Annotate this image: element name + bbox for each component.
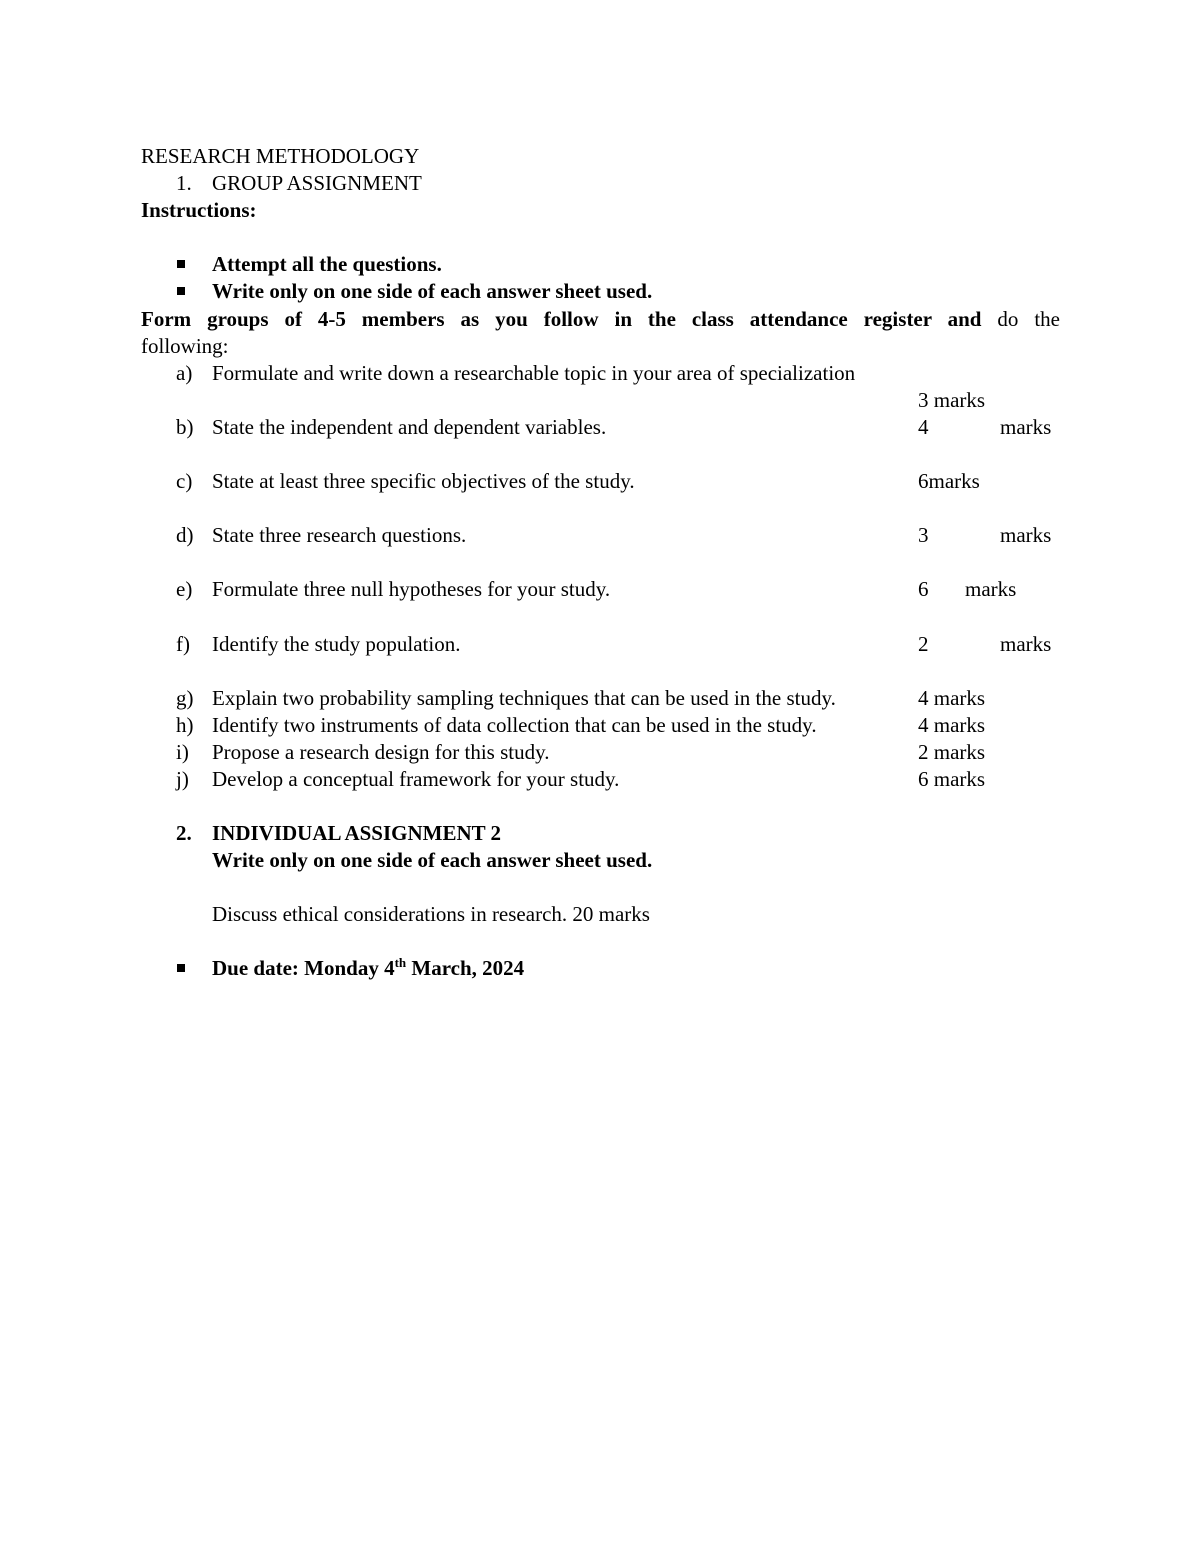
- question-marks-word: marks: [965, 577, 1017, 601]
- question-letter: i): [176, 740, 189, 764]
- question-letter: d): [176, 523, 194, 547]
- question-text: Explain two probability sampling techniques that can be used in the study.: [212, 686, 836, 710]
- intro-paragraph-line-1: [141, 306, 1060, 333]
- section-2-task: Discuss ethical considerations in research. 20 marks: [212, 902, 650, 926]
- bullet-icon: [177, 287, 185, 295]
- question-marks-number: 3: [918, 523, 929, 547]
- question-text: State the independent and dependent variables.: [212, 415, 607, 439]
- question-letter: c): [176, 469, 193, 493]
- section-2-number: 2.: [176, 821, 192, 845]
- bullet-icon: [177, 964, 185, 972]
- question-text: Formulate and write down a researchable topic in your area of specialization: [212, 361, 856, 385]
- question-text: Identify two instruments of data collection that can be used in the study.: [212, 713, 817, 737]
- question-text: State three research questions.: [212, 523, 467, 547]
- question-text: Develop a conceptual framework for your study.: [212, 767, 620, 791]
- question-text: Propose a research design for this study.: [212, 740, 550, 764]
- section-1-heading: GROUP ASSIGNMENT: [212, 171, 422, 195]
- question-text: State at least three specific objectives of the study.: [212, 469, 635, 493]
- question-letter: h): [176, 713, 194, 737]
- intro-bold-text: Form groups of 4-5 members as you follow in the class attendance register and: [141, 307, 982, 331]
- due-date-suffix: March, 2024: [406, 956, 525, 980]
- question-marks: 3 marks: [918, 388, 986, 412]
- question-letter: a): [176, 361, 193, 385]
- question-letter: b): [176, 415, 194, 439]
- document-title: RESEARCH METHODOLOGY: [141, 144, 420, 168]
- question-marks: 4 marks: [918, 686, 986, 710]
- section-2-heading: INDIVIDUAL ASSIGNMENT 2: [212, 821, 502, 845]
- question-marks: 4 marks: [918, 713, 986, 737]
- question-marks: 2 marks: [918, 740, 986, 764]
- instruction-item: Attempt all the questions.: [212, 252, 442, 276]
- intro-paragraph-line-2: following:: [141, 334, 229, 358]
- question-letter: g): [176, 686, 194, 710]
- due-date: [212, 955, 524, 982]
- question-marks-word: marks: [1000, 523, 1052, 547]
- question-letter: f): [176, 632, 190, 656]
- question-text: Identify the study population.: [212, 632, 461, 656]
- question-letter: j): [176, 767, 189, 791]
- due-date-ordinal: th: [394, 955, 407, 970]
- question-marks: 6marks: [918, 469, 980, 493]
- question-marks-word: marks: [1000, 632, 1052, 656]
- intro-normal-text: do the: [997, 307, 1061, 331]
- section-1-number: 1.: [176, 171, 192, 195]
- bullet-icon: [177, 260, 185, 268]
- section-2-instruction: Write only on one side of each answer sheet used.: [212, 848, 653, 872]
- instruction-item: Write only on one side of each answer sheet used.: [212, 279, 653, 303]
- question-text: Formulate three null hypotheses for your study.: [212, 577, 611, 601]
- question-marks-word: marks: [1000, 415, 1052, 439]
- instructions-label: Instructions:: [141, 198, 257, 222]
- question-marks-number: 4: [918, 415, 929, 439]
- question-letter: e): [176, 577, 193, 601]
- question-marks-number: 6: [918, 577, 929, 601]
- due-date-prefix: Due date: Monday 4: [212, 956, 395, 980]
- question-marks-number: 2: [918, 632, 929, 656]
- question-marks: 6 marks: [918, 767, 986, 791]
